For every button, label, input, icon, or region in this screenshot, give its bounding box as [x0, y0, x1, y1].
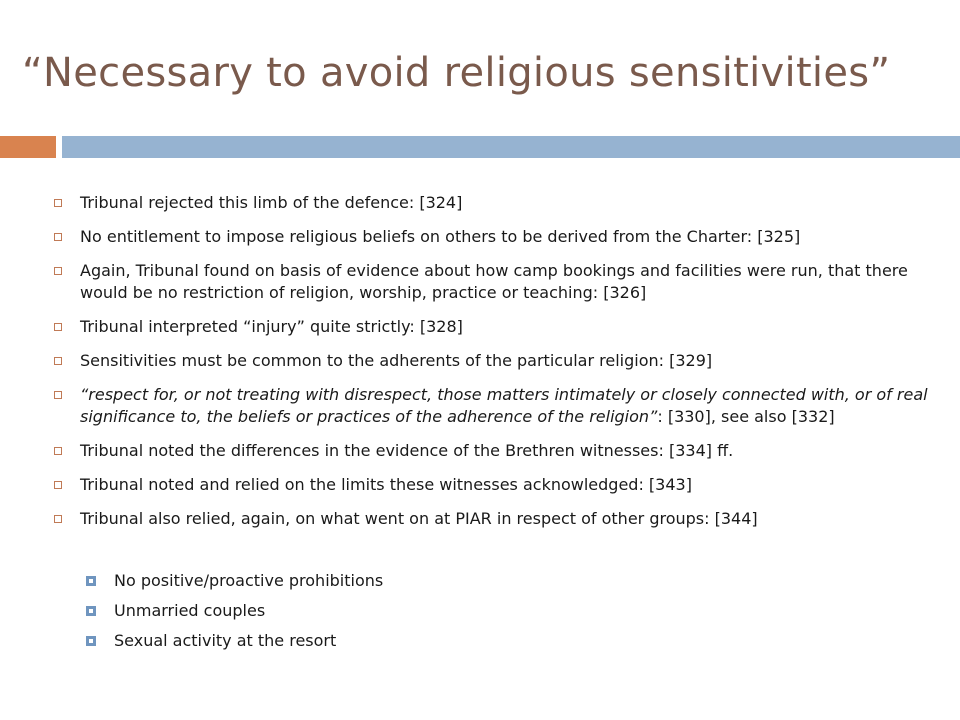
bullet-text: Tribunal noted and relied on the limits these witnesses acknowledged: [343] [80, 475, 692, 494]
hollow-square-icon [54, 323, 62, 331]
bullet-item [48, 260, 928, 304]
bullet-item [48, 384, 928, 428]
filled-square-icon [86, 576, 96, 586]
hollow-square-icon [54, 233, 62, 241]
bullet-item [48, 316, 928, 338]
bullet-text: Tribunal noted the differences in the evidence of the Brethren witnesses: [334] ff. [80, 441, 734, 460]
bullet-text: : [330], see also [332] [657, 407, 835, 426]
hollow-square-icon [54, 481, 62, 489]
bullet-item [48, 226, 928, 248]
bullet-quote: “respect for, or not treating with disrespect, those matters intimately or closely connected with, or of real significance to, the beliefs or practices of the adherence of the religion” [80, 385, 928, 426]
hollow-square-icon [54, 391, 62, 399]
filled-square-icon [86, 636, 96, 646]
bullet-text: Tribunal rejected this limb of the defence: [324] [80, 193, 463, 212]
bullet-item [48, 440, 928, 462]
bullet-text: Sensitivities must be common to the adherents of the particular religion: [329] [80, 351, 713, 370]
bullet-item [48, 350, 928, 372]
subbullet-text: No positive/proactive prohibitions [114, 571, 384, 590]
subbullet-item [84, 600, 383, 630]
accent-bar-orange [0, 136, 56, 158]
slide-title: “Necessary to avoid religious sensitivities” [22, 50, 891, 96]
bullet-text: Tribunal interpreted “injury” quite strictly: [328] [80, 317, 463, 336]
hollow-square-icon [54, 267, 62, 275]
subbullet-item [84, 630, 383, 660]
bullet-item [48, 192, 928, 214]
bullet-text: Tribunal also relied, again, on what went on at PIAR in respect of other groups: [344] [80, 509, 758, 528]
bullet-item [48, 508, 928, 530]
accent-bar-blue [62, 136, 960, 158]
hollow-square-icon [54, 357, 62, 365]
hollow-square-icon [54, 199, 62, 207]
bullet-text: No entitlement to impose religious beliefs on others to be derived from the Charter: [325] [80, 227, 801, 246]
bullet-list [48, 192, 928, 542]
bullet-item [48, 474, 928, 496]
bullet-text: Again, Tribunal found on basis of evidence about how camp bookings and facilities were run, that there would be no restriction of religion, worship, practice or teaching: [326] [80, 261, 908, 302]
subbullet-text: Sexual activity at the resort [114, 631, 337, 650]
hollow-square-icon [54, 515, 62, 523]
subbullet-item [84, 570, 383, 600]
hollow-square-icon [54, 447, 62, 455]
filled-square-icon [86, 606, 96, 616]
subbullet-text: Unmarried couples [114, 601, 266, 620]
subbullet-list [84, 570, 383, 660]
